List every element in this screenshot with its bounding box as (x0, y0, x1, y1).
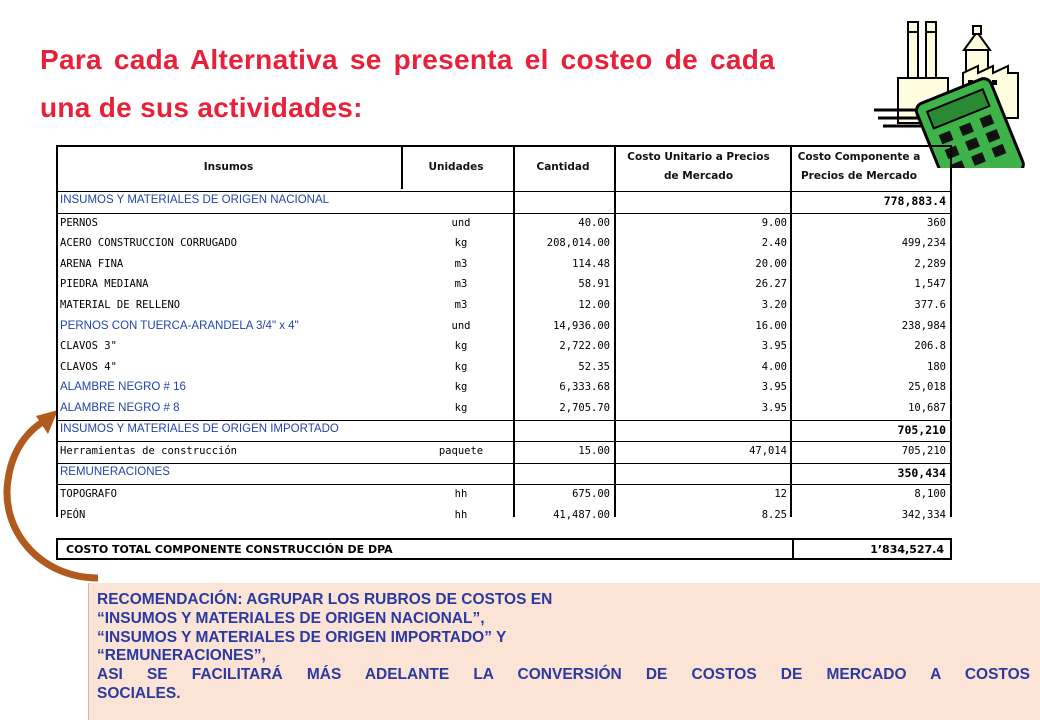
item-name: ACERO CONSTRUCCION CORRUGADO (60, 237, 238, 250)
table-border-left (56, 145, 58, 517)
table-row (56, 378, 952, 399)
header-costo-unitario-1: Costo Unitario a Precios (627, 151, 770, 163)
item-unit: und (451, 319, 471, 332)
item-name: ALAMBRE NEGRO # 8 (60, 401, 180, 414)
item-total: 499,234 (901, 237, 946, 250)
recommendation-line: “INSUMOS Y MATERIALES DE ORIGEN NACIONAL”, (97, 609, 485, 627)
item-unit: kg (454, 381, 468, 394)
item-qty: 52.35 (578, 360, 610, 373)
grand-total-value: 1’834,527.4 (870, 543, 944, 556)
header-costo-componente-2: Precios de Mercado (800, 170, 918, 182)
section-total: 705,210 (897, 422, 946, 437)
item-unit-cost: 26.27 (755, 278, 787, 291)
table-row (56, 442, 952, 463)
section-row-importado (56, 420, 952, 443)
item-total: 705,210 (901, 445, 946, 458)
table-row (56, 485, 952, 506)
recommendation-line: SOCIALES. (97, 684, 181, 702)
header-costo-componente-1: Costo Componente a (797, 151, 921, 163)
item-unit-cost: 9.00 (761, 216, 787, 229)
table-row (56, 399, 952, 420)
section-total: 778,883.4 (883, 194, 946, 208)
section-row-nacional (56, 191, 952, 214)
table-row (56, 506, 952, 527)
section-label: INSUMOS Y MATERIALES DE ORIGEN NACIONAL (60, 194, 330, 206)
item-qty: 15.00 (578, 445, 610, 458)
item-unit: kg (454, 237, 468, 250)
recommendation-line: ASI SE FACILITARÁ MÁS ADELANTE LA CONVERSIÓN DE COSTOS DE MERCADO A COSTOS (97, 666, 1030, 684)
recommendation-line: “REMUNERACIONES”, (97, 647, 266, 665)
table-row (56, 275, 952, 296)
item-unit-cost: 16.00 (755, 319, 787, 332)
item-total: 25,018 (908, 381, 946, 394)
item-unit: hh (454, 488, 468, 501)
item-unit-cost: 3.20 (761, 298, 787, 311)
item-qty: 675.00 (572, 488, 610, 501)
grand-total-label: COSTO TOTAL COMPONENTE CONSTRUCCIÓN DE DPA (66, 543, 393, 556)
column-divider (401, 145, 403, 189)
table-row (56, 337, 952, 358)
item-name: TOPOGRAFO (60, 488, 117, 501)
table-row (56, 296, 952, 317)
item-unit: kg (454, 340, 468, 353)
column-divider (614, 145, 616, 517)
item-qty: 14,936.00 (553, 319, 610, 332)
item-total: 238,984 (901, 319, 946, 332)
item-unit-cost: 8.25 (761, 508, 787, 521)
item-name: CLAVOS 3" (60, 340, 117, 353)
item-unit-cost: 4.00 (761, 360, 787, 373)
item-qty: 40.00 (578, 216, 610, 229)
header-cantidad: Cantidad (536, 161, 590, 173)
item-qty: 2,722.00 (559, 340, 610, 353)
recommendation-line: RECOMENDACIÓN: AGRUPAR LOS RUBROS DE COSTOS EN (97, 591, 553, 608)
table-row (56, 317, 952, 338)
section-total: 350,434 (897, 465, 946, 480)
item-unit-cost: 3.95 (761, 401, 787, 414)
item-unit-cost: 3.95 (761, 381, 787, 394)
item-qty: 2,705.70 (559, 401, 610, 414)
item-name: ALAMBRE NEGRO # 16 (60, 381, 186, 394)
item-qty: 58.91 (578, 278, 610, 291)
item-name: PIEDRA MEDIANA (60, 278, 149, 291)
column-divider (513, 145, 515, 517)
item-unit: hh (454, 508, 468, 521)
item-qty: 41,487.00 (553, 508, 610, 521)
item-total: 2,289 (914, 257, 946, 270)
item-qty: 114.48 (572, 257, 610, 270)
item-unit: m3 (454, 278, 468, 291)
item-name: PERNOS CON TUERCA-ARANDELA 3/4" x 4" (60, 319, 299, 332)
item-name: Herramientas de construcción (60, 445, 238, 458)
grand-total-row (56, 538, 952, 560)
cost-table (56, 145, 952, 527)
item-unit-cost: 12 (774, 488, 787, 501)
recommendation-line: “INSUMOS Y MATERIALES DE ORIGEN IMPORTADO” Y (97, 628, 507, 646)
section-label: REMUNERACIONES (60, 465, 170, 478)
item-total: 342,334 (901, 508, 946, 521)
item-total: 180 (927, 360, 946, 373)
item-unit-cost: 47,014 (749, 445, 787, 458)
item-total: 1,547 (914, 278, 946, 291)
item-total: 360 (927, 216, 946, 229)
item-name: ARENA FINA (60, 257, 124, 270)
header-insumos: Insumos (203, 161, 254, 173)
item-unit: m3 (454, 257, 468, 270)
item-unit: und (451, 216, 471, 229)
item-qty: 208,014.00 (546, 237, 610, 250)
item-unit: kg (454, 360, 468, 373)
item-unit: m3 (454, 298, 468, 311)
header-unidades: Unidades (428, 161, 484, 173)
item-unit: kg (454, 401, 468, 414)
item-total: 206.8 (914, 340, 946, 353)
table-border-right (950, 145, 952, 517)
recommendation-box (88, 583, 1040, 720)
section-row-remuneraciones (56, 463, 952, 486)
item-total: 10,687 (908, 401, 946, 414)
table-row (56, 234, 952, 255)
section-label: INSUMOS Y MATERIALES DE ORIGEN IMPORTADO (60, 422, 339, 435)
table-row (56, 255, 952, 276)
item-unit-cost: 20.00 (755, 257, 787, 270)
item-total: 377.6 (914, 298, 946, 311)
page-title: Para cada Alternativa se presenta el costeo de cada una de sus actividades: (40, 44, 775, 123)
item-name: MATERIAL DE RELLENO (60, 298, 181, 311)
item-unit-cost: 3.95 (761, 340, 787, 353)
item-qty: 12.00 (578, 298, 610, 311)
item-total: 8,100 (914, 488, 946, 501)
table-row (56, 214, 952, 235)
column-divider (790, 145, 792, 517)
item-name: PEÓN (60, 508, 86, 521)
table-row (56, 358, 952, 379)
item-name: PERNOS (60, 216, 98, 229)
item-qty: 6,333.68 (559, 381, 610, 394)
table-header (56, 145, 952, 191)
item-unit: paquete (438, 445, 484, 458)
item-name: CLAVOS 4" (60, 360, 117, 373)
header-costo-unitario-2: de Mercado (663, 170, 734, 182)
item-unit-cost: 2.40 (761, 237, 787, 250)
